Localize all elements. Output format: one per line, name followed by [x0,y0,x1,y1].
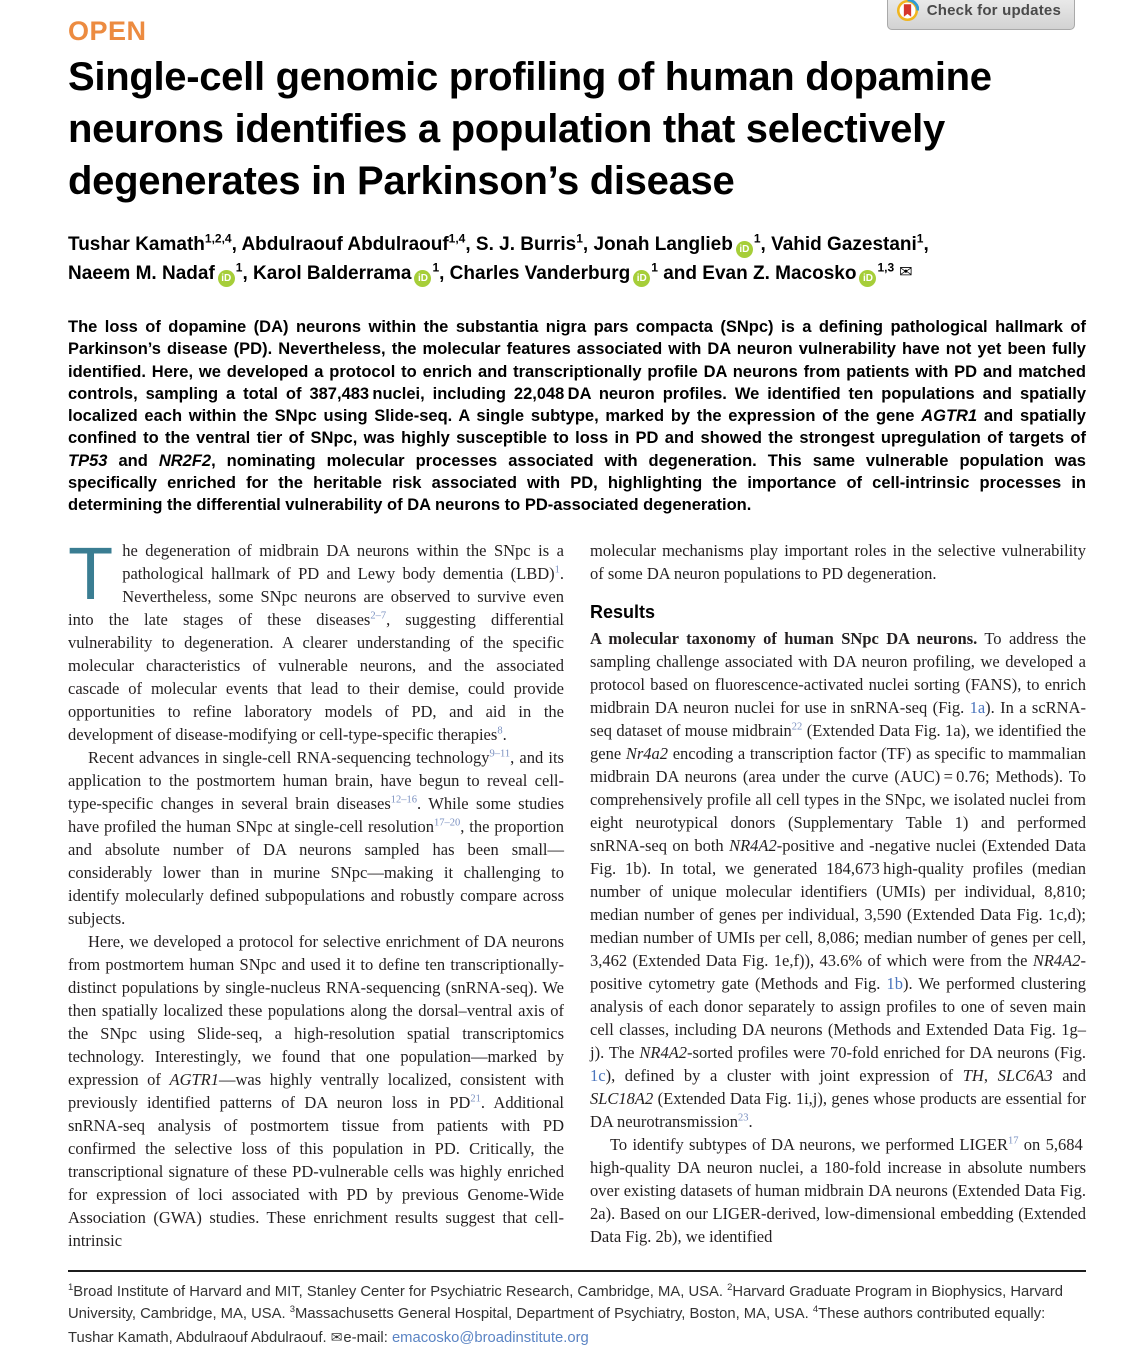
email-link[interactable]: emacosko@broadinstitute.org [391,1329,589,1346]
results-paragraph-1: A molecular taxonomy of human SNpc DA neurons. To address the sampling challenge associated with DA neuron profiling, we developed a protocol based on fluorescence-activated nuclei sorting (FANS), to enrich midbrain DA neuron nuclei for use in snRNA-seq (Fig. 1a). In a scRNA-seq dataset of mouse midbrain$^{22}$ (Extended Data Fig. 1a), we identified the gene Nr4a2 encoding a transcription factor (TF) as specific to mammalian midbrain DA neurons (area under the curve (AUC) = 0.76; Methods). To comprehensively profile all cell types in the SNpc, we isolated nuclei from eight neurotypical donors (Supplementary Table 1) and performed snRNA-seq on both NR4A2-positive and -negative nuclei (Extended Data Fig. 1b). In total, we generated 184,673 high-quality profiles (median number of unique molecular identifiers (UMIs) per individual, 8,810; median number of genes per individual, 3,590 (Extended Data Fig. 1c,d); median number of UMIs per cell, 8,086; median number of genes per cell, 3,462 (Extended Data Fig. 1e,f)), 43.6% of which were from the NR4A2-positive cytometry gate (Methods and Fig. 1b). We performed clustering analysis of each donor separately to assign profiles to one of seven main cell classes, including DA neurons (Methods and Extended Data Fig. 1g–j). The NR4A2-sorted profiles were 70-fold enriched for DA neurons (Fig. 1c), defined by a cluster with joint expression of TH, SLC6A3 and SLC18A2 (Extended Data Fig. 1i,j), genes whose products are essential for DA neurotransmission$^{23}$. [590,628,1087,1131]
affiliations-footnote [68,1281,1086,1349]
results-paragraph-2: To identify subtypes of DA neurons, we performed LIGER$^{17}$ on 5,684 high-quality DA neuron nuclei, a 180-fold increase in absolute numbers over existing datasets of human midbrain DA neurons (Extended Data Fig. 2a). Based on our LIGER-derived, low-dimensional embedding (Extended Data Fig. 2b), we identified [590,1134,1086,1246]
open-access-label: OPEN [68,16,147,46]
intro-paragraph-2: Recent advances in single-cell RNA-sequencing technology$^{9-11}$, and its application to the postmortem human brain, have begun to reveal cell-type-specific changes in several brain diseases$^{12-16}$. While some studies have profiled the human SNpc at single-cell resolution$^{17-20}$, the proportion and absolute number of DA neurons sampled has been small—considerably lower than in murine SNpc—making it challenging to identify molecularly defined subpopulations and robustly compare across subjects. [68,747,565,928]
author-list: Tushar Kamath$^{1,2,4}$, Abdulraouf Abdulraouf$^{1,4}$, S. J. Burris$^1$, Jonah Langlieb $iD^1$, Vahid Gazestani$^1$, Naeem M. Nadaf $iD^1$, Karol Balderrama $iD^1$, Charles Vanderburg $iD^1$ and Evan Z. Macosko iD$^{1,3}$ ✉ [68,231,1086,288]
footer-divider [68,1270,1086,1272]
body-columns [68,531,1087,1252]
right-column [590,539,1086,1252]
abstract: The loss of dopamine (DA) neurons within the substantia nigra pars compacta (SNpc) is a defining pathological hallmark of Parkinson’s disease (PD). Nevertheless, the molecular features associated with DA neuron vulnerability have not yet been fully identified. Here, we developed a protocol to enrich and transcriptionally profile DA neurons from patients with PD and matched controls, sampling a total of 387,483 nuclei, including 22,048 DA neuron profiles. We identified ten populations and spatially localized each within the SNpc using Slide-seq. A single subtype, marked by the expression of the gene AGTR1 and spatially confined to the ventral tier of SNpc, was highly susceptible to loss in PD and showed the strongest upregulation of targets of TP53 and NR2F2, nominating molecular processes associated with degeneration. This same vulnerable population was specifically enriched for the heritable risk associated with PD, highlighting the importance of cell-intrinsic processes in determining the differential vulnerability of DA neurons to PD-associated degeneration. [68,318,1086,515]
check-for-updates-label: Check for updates [926,2,1061,19]
left-column [68,531,565,1252]
crossmark-icon [896,0,919,22]
intro-paragraph-1-text: he degeneration of midbrain DA neurons within the SNpc is a pathological hallmark of PD and Lewy body dementia (LBD)$^1$. Nevertheless, some SNpc neurons are observed to survive even into the late stages of these diseases$^{2-7}$, suggesting differential vulnerability to degeneration. A clearer understanding of the specific molecular characteristics of vulnerable neurons, and the associated cascade of molecular events that lead to their demise, could provide opportunities to refine laboratory models of PD, and aid in the development of disease-modifying or cell-type-specific therapies$^8$. [68,540,564,744]
intro-paragraph-3: Here, we developed a protocol for selective enrichment of DA neurons from postmortem human SNpc and used it to define ten transcriptionally-distinct populations by single-nucleus RNA-sequencing (snRNA-seq). We then spatially localized these populations along the dorsal–ventral axis of the SNpc using Slide-seq, a high-resolution spatial transcriptomics technology. Interestingly, we found that one population—marked by expression of AGTR1—was highly ventrally localized, consistent with previously identified patterns of DA neuron loss in PD$^{21}$. Additional snRNA-seq analysis of postmortem tissue from patients with PD confirmed the selective loss of this population in PD. Critically, the transcriptional signature of these PD-vulnerable cells was highly enriched for expression of loci associated with PD by previous Genome-Wide Association (GWA) studies. These enrichment results suggest that cell-intrinsic [68,931,564,1250]
check-for-updates-button[interactable] [887,0,1075,30]
drop-cap: T [68,531,114,615]
intro-paragraph-1 [68,531,564,746]
article-title: Single-cell genomic profiling of human dopamine neurons identifies a population that selectively degenerates in Parkinson’s disease [68,55,992,203]
intro-paragraph-4: molecular mechanisms play important roles in the selective vulnerability of some DA neuron populations to PD degeneration. [590,540,1086,583]
affiliations-text: $^1$Broad Institute of Harvard and MIT, Stanley Center for Psychiatric Research, Cambridge, MA, USA. $^2$Harvard Graduate Program in Biophysics, Harvard University, Cambridge, MA, USA. $^3$Massachusetts General Hospital, Department of Psychiatry, Boston, MA, USA. $^4$These authors contributed equally: Tushar Kamath, Abdulraouf Abdulraouf. ✉e-mail: [68,1281,1063,1346]
results-heading: Results [590,601,656,622]
